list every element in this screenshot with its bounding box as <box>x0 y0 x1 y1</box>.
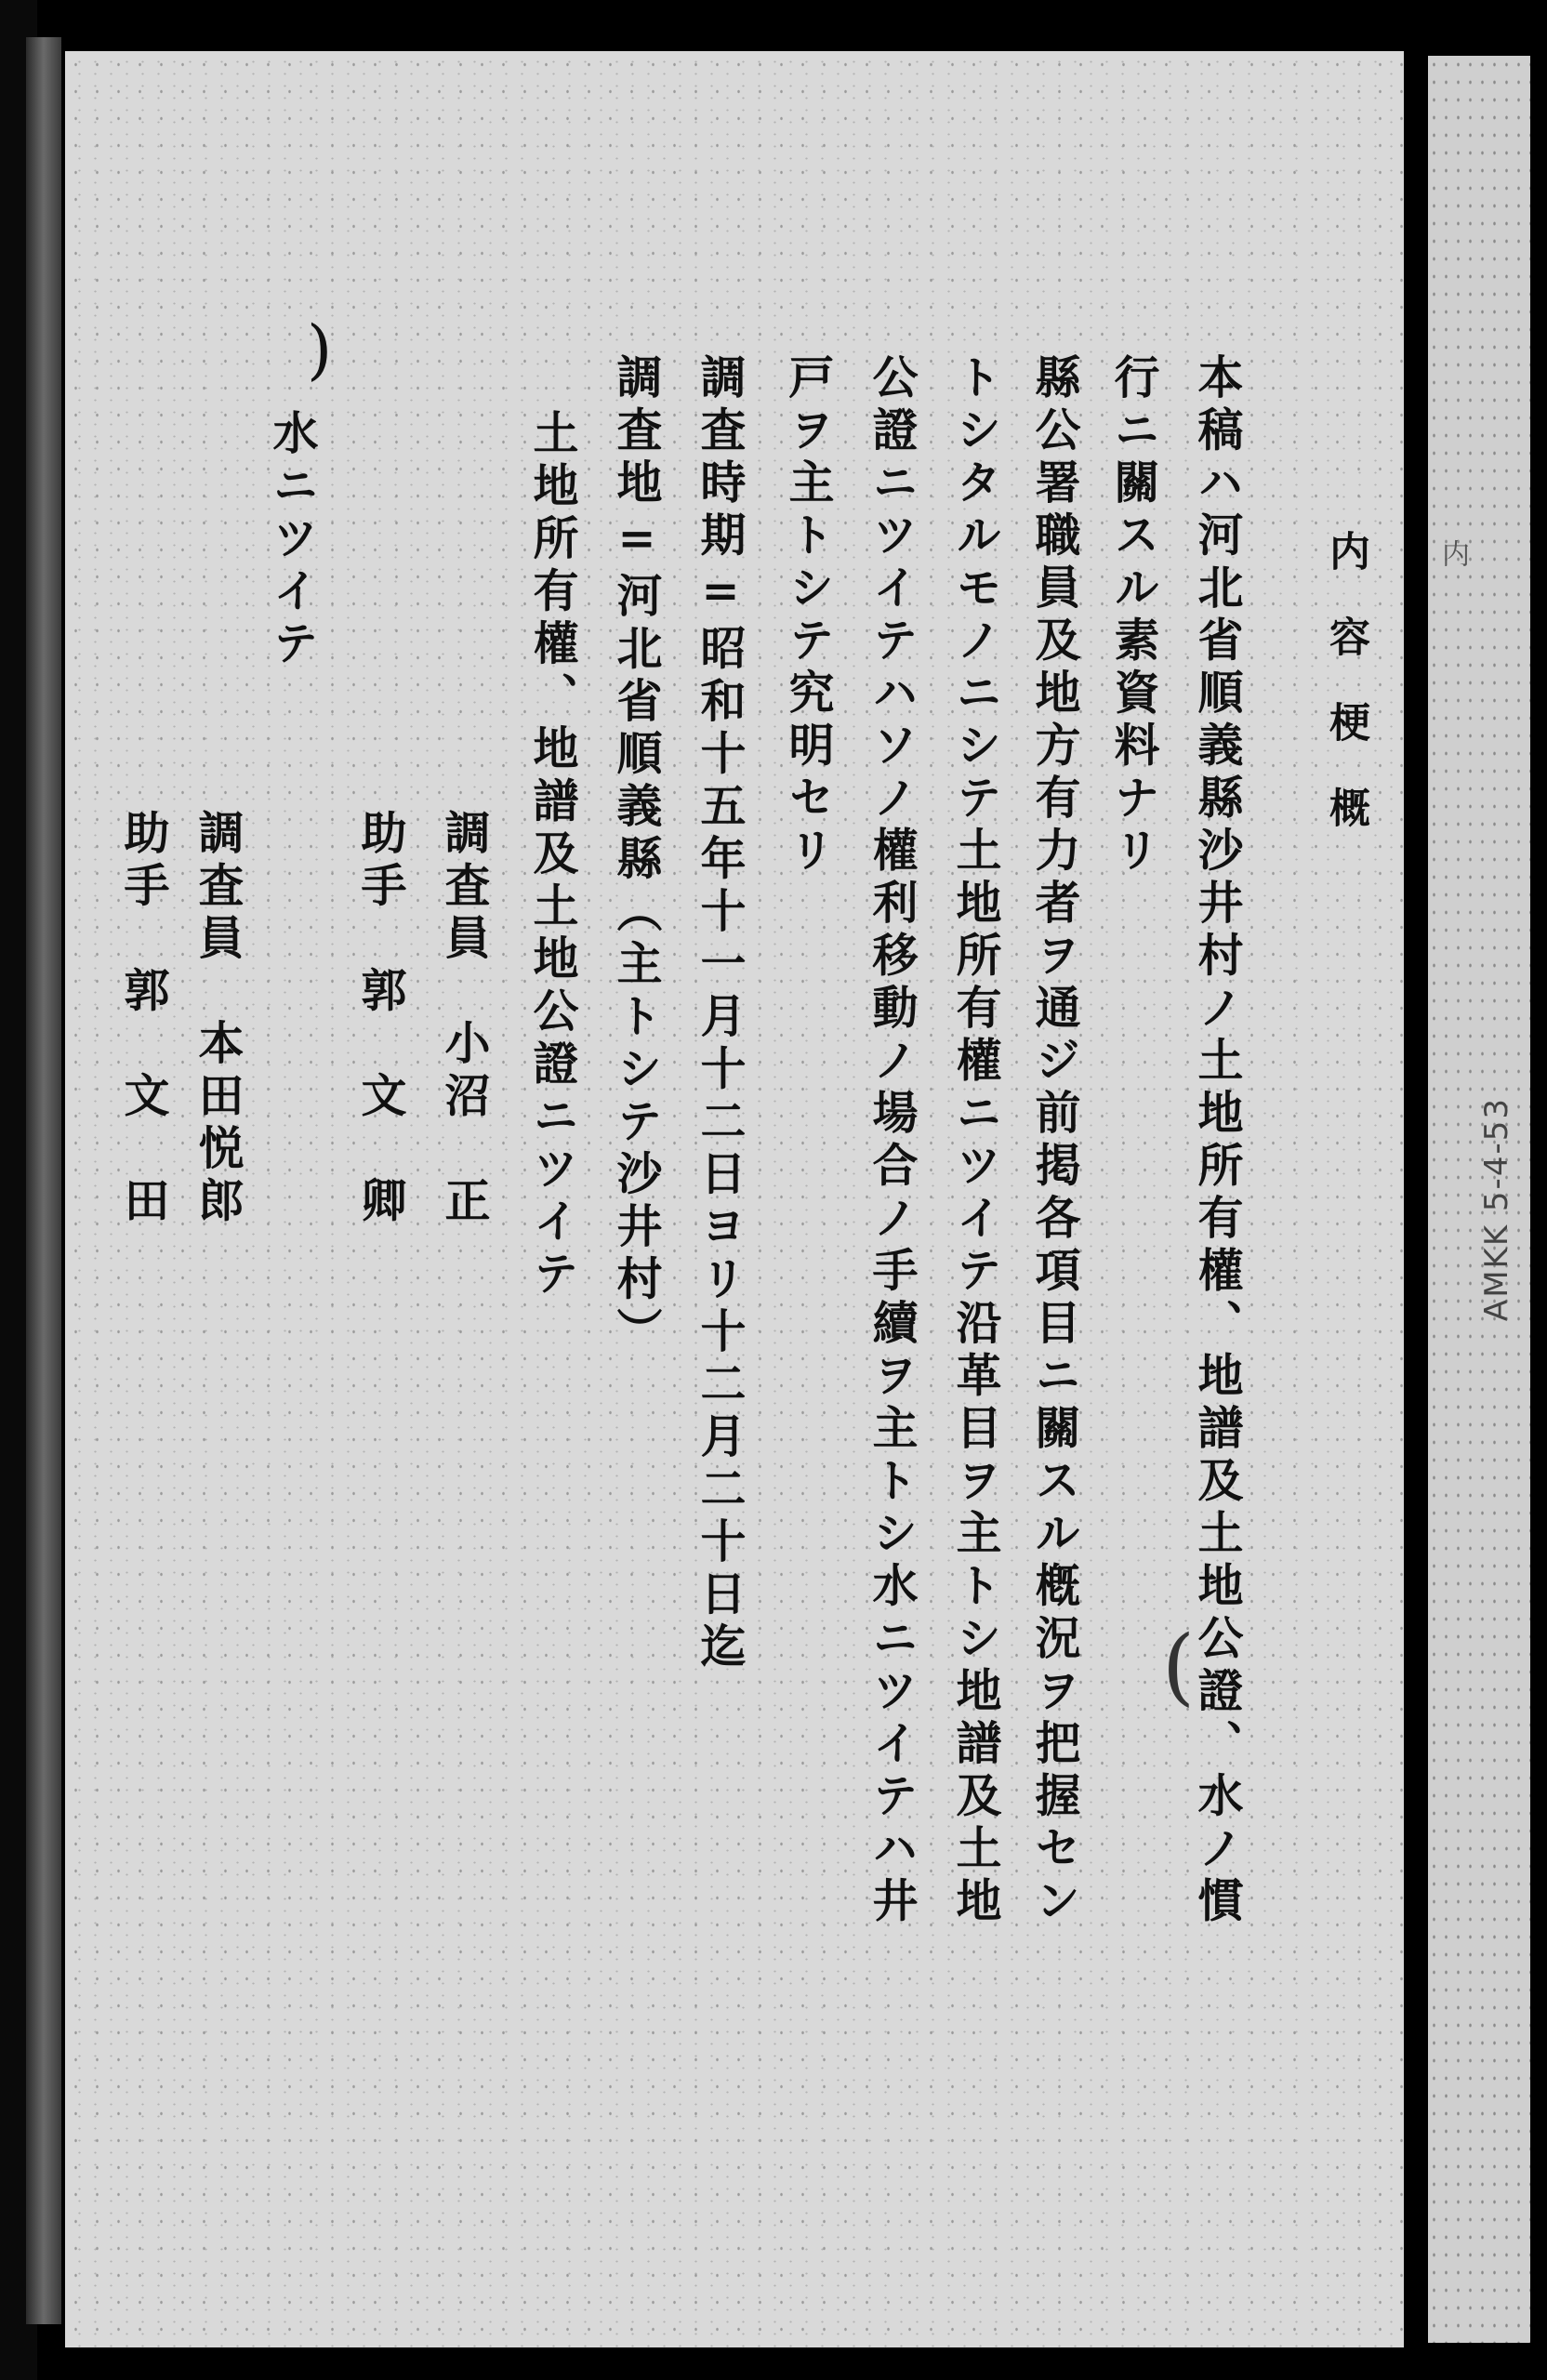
summary-line-5: 公證ニツイテハソノ權利移動ノ場合ノ手續ヲ主トシ水ニツイテハ井 <box>866 353 919 1929</box>
adjacent-page-header: 内 <box>1436 539 1469 567</box>
summary-line-3: 縣公署職員及地方有力者ヲ通ジ前掲各項目ニ關スル槪況ヲ把握セン <box>1028 353 1082 1929</box>
assistant-2: 助手 郭 文 田 <box>117 809 171 1229</box>
surveyor-1: 調査員 小沼 正 <box>438 809 492 1229</box>
page-title: 内容梗概 <box>1322 530 1369 872</box>
handwritten-bracket-mark: ) <box>307 311 333 388</box>
assistant-1: 助手 郭 文 卿 <box>354 809 408 1229</box>
topic-land-ownership: 土地所有權、地譜及土地公證ニツイテ <box>526 409 580 1302</box>
summary-line-1: 本稿ハ河北省順義縣沙井村ノ土地所有權、地譜及土地公證、水ノ慣 <box>1191 353 1245 1929</box>
survey-period: 調査時期=昭和十五年十一月十二日ヨリ十二月二十日迄 <box>694 353 747 1675</box>
summary-line-2: 行ニ關スル素資料ナリ <box>1107 353 1161 879</box>
topic-water: 水ニツイテ <box>266 409 320 672</box>
surveyor-2: 調査員 本田悦郎 <box>192 809 245 1229</box>
page-gutter <box>1404 0 1428 2380</box>
summary-line-6: 戸ヲ主トシテ究明セリ <box>782 353 836 879</box>
binding-edge <box>26 37 61 2324</box>
survey-place: 調査地=河北省順義縣（主トシテ沙井村） <box>610 353 664 1360</box>
handwritten-bracket-mark-2: ( <box>1162 1618 1196 1715</box>
archive-stamp: AMKK 5-4-53 <box>1478 1097 1515 1322</box>
summary-line-4: トシタルモノニシテ土地所有權ニツイテ沿革目ヲ主トシ地譜及土地 <box>949 353 1003 1929</box>
